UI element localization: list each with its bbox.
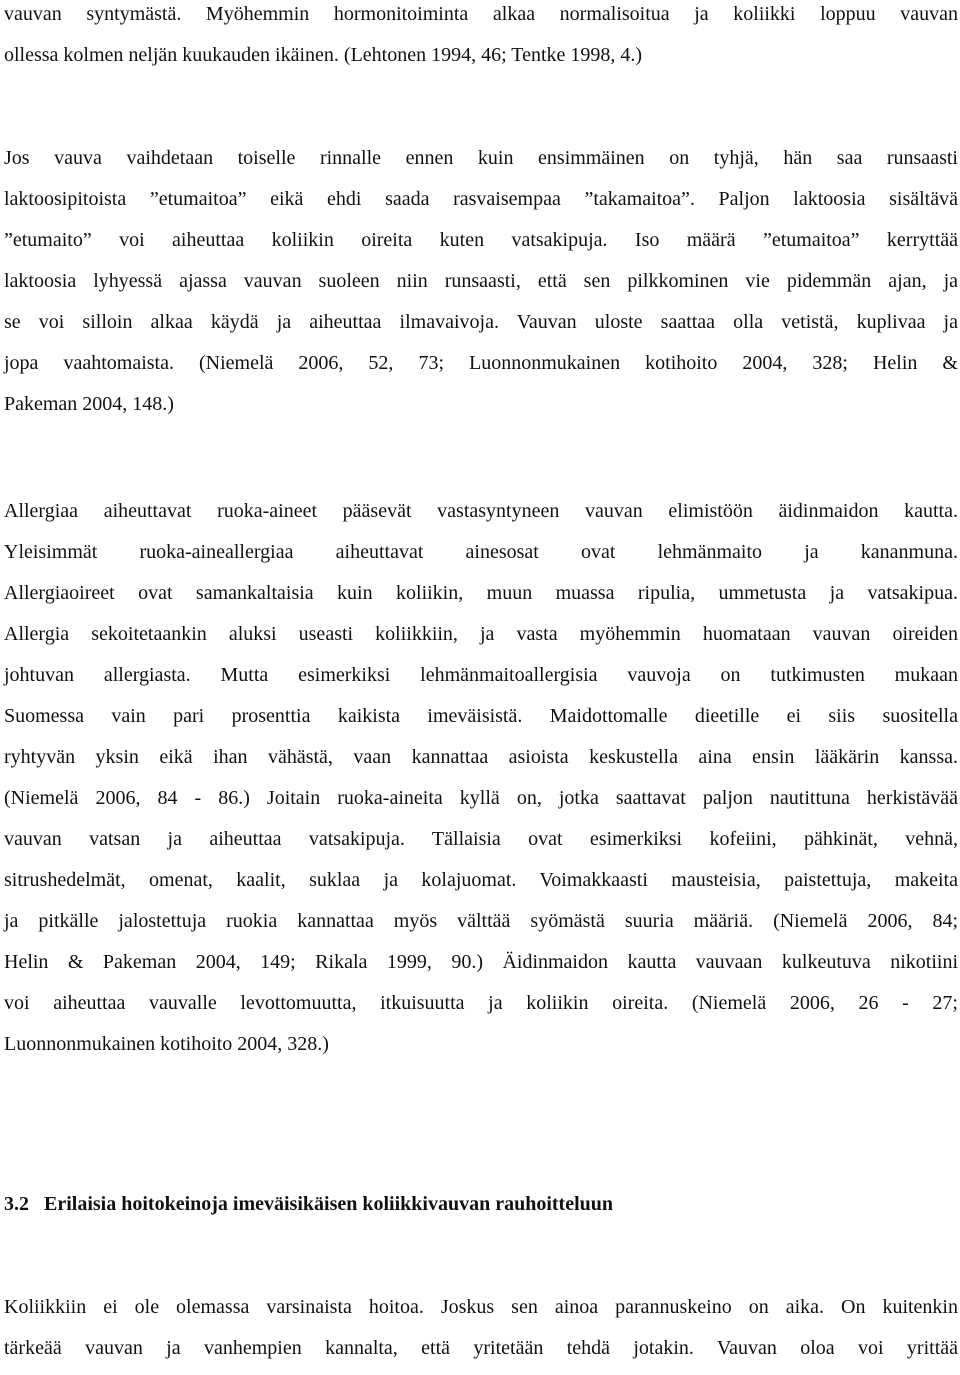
text-line: laktoosia lyhyessä ajassa vauvan suoleen niin runsaasti, että sen pilkkominen vie pidemmän ajan, ja — [4, 270, 958, 292]
text-line: voi aiheuttaa vauvalle levottomuutta, itkuisuutta ja koliikin oireita. (Niemelä 2006, 26 - 27; — [4, 992, 958, 1014]
text-line: se voi silloin alkaa käydä ja aiheuttaa ilmavaivoja. Vauvan uloste saattaa olla vetistä, kuplivaa ja — [4, 311, 958, 333]
text-line: ”etumaito” voi aiheuttaa koliikin oireita kuten vatsakipuja. Iso määrä ”etumaitoa” kerryttää — [4, 229, 958, 251]
text-line: Luonnonmukainen kotihoito 2004, 328.) — [4, 1033, 329, 1055]
text-line: vauvan vatsan ja aiheuttaa vatsakipuja. Tällaisia ovat esimerkiksi kofeiini, pähkinät, vehnä, — [4, 828, 958, 850]
text-line: vauvan syntymästä. Myöhemmin hormonitoiminta alkaa normalisoitua ja koliikki loppuu vauvan — [4, 3, 958, 25]
text-line: laktoosipitoista ”etumaitoa” eikä ehdi saada rasvaisempaa ”takamaitoa”. Paljon laktoosia sisältävä — [4, 188, 958, 210]
section-number: 3.2 — [4, 1193, 29, 1215]
text-line: Allergiaa aiheuttavat ruoka-aineet pääsevät vastasyntyneen vauvan elimistöön äidinmaidon kautta. — [4, 500, 958, 522]
text-line: ja pitkälle jalostettuja ruokia kannattaa myös välttää syömästä suuria määriä. (Niemelä 2006, 84; — [4, 910, 958, 932]
text-line: Pakeman 2004, 148.) — [4, 393, 174, 415]
text-line: Yleisimmät ruoka-aineallergiaa aiheuttavat ainesosat ovat lehmänmaito ja kananmuna. — [4, 541, 958, 563]
text-line: Allergia sekoitetaankin aluksi useasti koliikkiin, ja vasta myöhemmin huomataan vauvan oireiden — [4, 623, 958, 645]
paragraph-treatment — [4, 1293, 958, 1375]
text-line: Suomessa vain pari prosenttia kaikista imeväisistä. Maidottomalle dieetille ei siis suositella — [4, 705, 958, 727]
text-line: ryhtyvän yksin eikä ihan vähästä, vaan kannattaa asioista keskustella aina ensin lääkärin kanssa. — [4, 746, 958, 768]
text-line: tärkeää vauvan ja vanhempien kannalta, että yritetään tehdä jotakin. Vauvan oloa voi yrittää — [4, 1337, 958, 1359]
text-line: Allergiaoireet ovat samankaltaisia kuin koliikin, muun muassa ripulia, ummetusta ja vatsakipua. — [4, 582, 958, 604]
text-line: ollessa kolmen neljän kuukauden ikäinen. (Lehtonen 1994, 46; Tentke 1998, 4.) — [4, 44, 643, 66]
section-title: Erilaisia hoitokeinoja imeväisikäisen koliikkivauvan rauhoitteluun — [44, 1193, 614, 1215]
text-line: jopa vaahtomaista. (Niemelä 2006, 52, 73; Luonnonmukainen kotihoito 2004, 328; Helin & — [4, 352, 958, 374]
text-line: sitrushedelmät, omenat, kaalit, suklaa ja kolajuomat. Voimakkaasti mausteisia, paistettuja, makeita — [4, 869, 958, 891]
text-line: Helin & Pakeman 2004, 149; Rikala 1999, 90.) Äidinmaidon kautta vauvaan kulkeutuva nikotiini — [4, 951, 958, 973]
text-line: (Niemelä 2006, 84 - 86.) Joitain ruoka-aineita kyllä on, jotka saattavat paljon nautittuna herkistävää — [4, 787, 958, 809]
paragraph-foremilk — [4, 144, 958, 431]
section-heading — [4, 1190, 613, 1218]
text-line: johtuvan allergiasta. Mutta esimerkiksi lehmänmaitoallergisia vauvoja on tutkimusten mukaan — [4, 664, 958, 686]
paragraph-allergies — [4, 497, 958, 1071]
text-line: Jos vauva vaihdetaan toiselle rinnalle ennen kuin ensimmäinen on tyhjä, hän saa runsaasti — [4, 147, 958, 169]
paragraph-hormones — [4, 0, 958, 82]
text-line: Koliikkiin ei ole olemassa varsinaista hoitoa. Joskus sen ainoa parannuskeino on aika. On kuitenkin — [4, 1296, 958, 1318]
